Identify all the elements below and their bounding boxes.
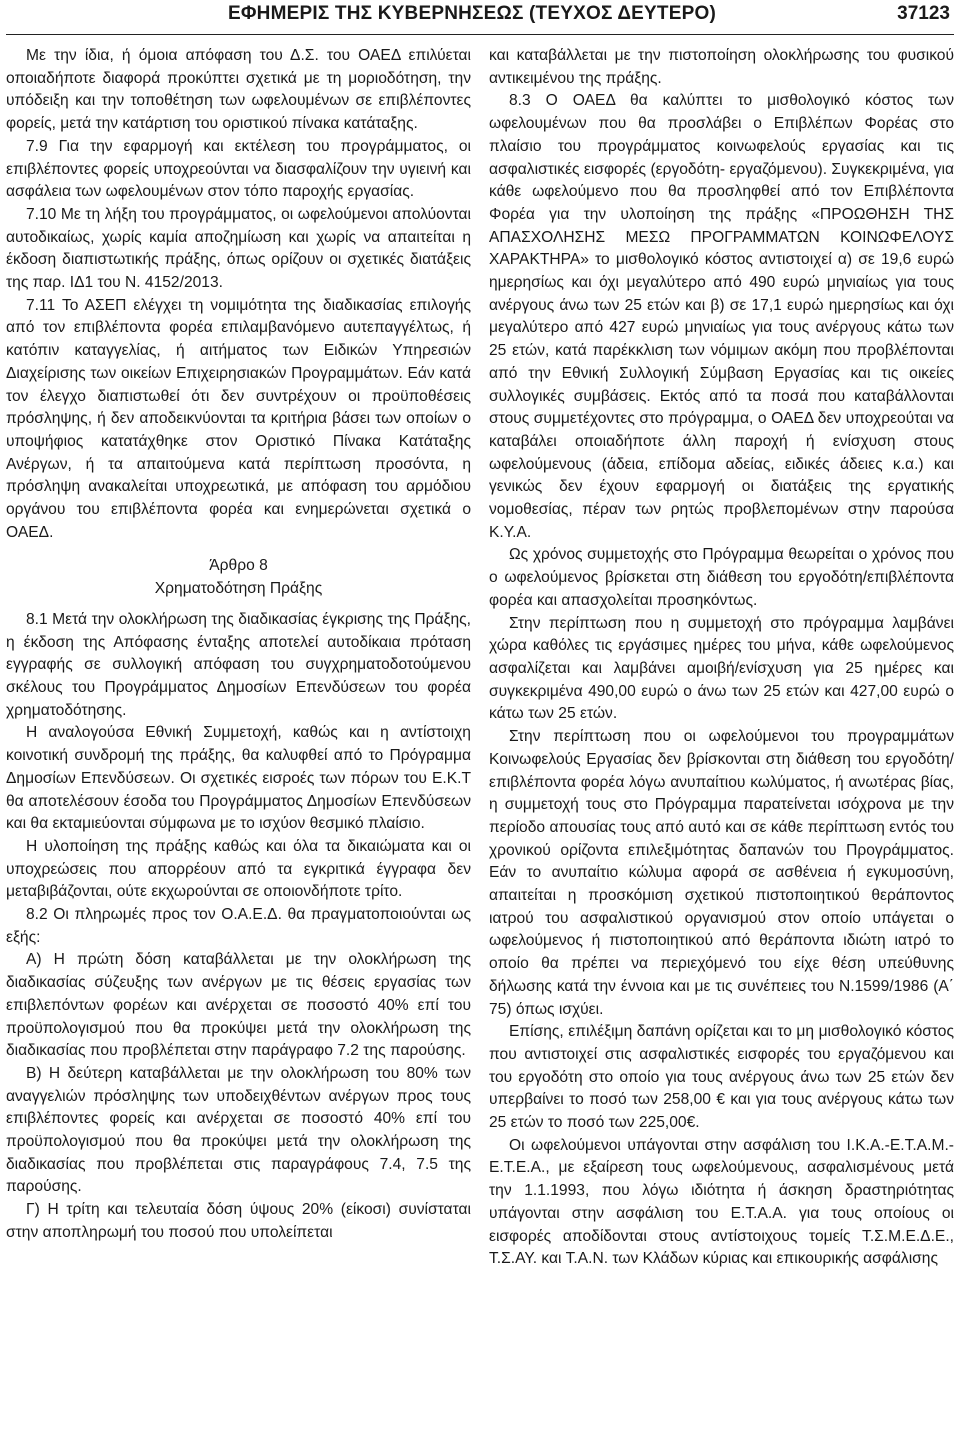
paragraph: 7.10 Με τη λήξη του προγράμματος, οι ωφελούμενοι απολύονται αυτοδικαίως, χωρίς καμία αποζημίωση και χωρίς να απαιτείται η έκδοση διαπιστωτικής πράξης, όπως ορίζουν οι σχετικές διατάξεις της παρ. ΙΔ1 του Ν. 4152/2013.: [6, 205, 471, 292]
paragraph: Οι ωφελούμενοι υπάγονται στην ασφάλιση του Ι.Κ.Α.-Ε.Τ.Α.Μ.- Ε.Τ.Ε.Α., με εξαίρεση τους ωφελούμενους, ασφαλισμένους μετά την 1.1.1993, που λόγω ιδιότητα ή άσκηση δραστηριότητας υπάγονται στην ασφάλιση του Ε.Τ.Α.Α. για τους οποίους οι εισφορές αποδίδονται στους αντίστοιχους τομείς Τ.Σ.Μ.Ε.Δ.Ε., Τ.Σ.ΑΥ. και Τ.Α.Ν. των Κλάδων κύριας και επικουρικής ασφάλισης: [489, 1136, 954, 1268]
paragraph: Α) Η πρώτη δόση καταβάλλεται με την ολοκλήρωση της διαδικασίας σύζευξης των ανέργων με τις θέσεις εργασίας των επιβλεπόντων φορέων και ανέρχεται σε ποσοστό 40% επί του προϋπολογισμού που θα προκύψει μετά την ολοκλήρωση της διαδικασίας που προβλέπεται στην παράγραφο 7.2 της παρούσης.: [6, 951, 471, 1060]
paragraph: Η υλοποίηση της πράξης καθώς και όλα τα δικαιώματα και οι υποχρεώσεις που απορρέουν από τα εγκριτικά έγγραφα δεν μεταβιβάζονται, ούτε εκχωρούνται σε οποιονδήποτε τρίτο.: [6, 837, 471, 901]
paragraph: Επίσης, επιλέξιμη δαπάνη ορίζεται και το μη μισθολογικό κόστος που αντιστοιχεί στις ασφαλιστικές εισφορές του εργαζόμενου και του εργοδότη στο οποίο για τους ανέργους άνω των 25 ετών δεν υπερβαίνει το ποσό των 258,00 € και για τους ανέργους κάτω των 25 ετών το ποσό των 225,00€.: [489, 1023, 954, 1132]
page-header: [6, 0, 954, 35]
paragraph: 7.11 Το ΑΣΕΠ ελέγχει τη νομιμότητα της διαδικασίας επιλογής από τον επιβλέποντα φορέα επιλαμβανόμενο αυτεπαγγέλτως, ή κατόπιν καταγγελίας, ή αιτήματος των Ειδικών Υπηρεσιών Διαχείρισης των οικείων Επιχειρησιακών Προγραμμάτων. Εάν κατά τον έλεγχο διαπιστωθεί ότι δεν συντρέχουν οι προϋποθέσεις πρόσληψης, ή δεν αποδεικνύονται τα κριτήρια βάσει των οποίων ο υποψήφιος κατατάχθηκε στον Οριστικό Πίνακα Κατάταξης Ανέργων, ή τα απαιτούμενα κατά περίπτωση προσόντα, η πρόσληψη ανακαλείται υποχρεωτικά, με απόφαση του αρμόδιου οργάνου του επιβλέποντα φορέα και ενημερώνεται σχετικά ο ΟΑΕΔ.: [6, 296, 471, 541]
article-subtitle: Χρηματοδότηση Πράξης: [154, 580, 323, 598]
right-column: [489, 45, 954, 1271]
paragraph: Στην περίπτωση που οι ωφελούμενοι του προγραμμάτων Κοινωφελούς Εργασίας δεν βρίσκονται στη διάθεση του εργοδότη/επιβλέποντα φορέα λόγω ανυπαίτιου κωλύματος, ή ανωτέρας βίας, η συμμετοχή τους στο Πρόγραμμα παρατείνεται ισόχρονα με την περίοδο απουσίας τους από αυτό και σε κάθε περίπτωση εντός του χρονικού ορίζοντα επιλεξιμότητας δαπανών του Προγράμματος. Εάν το ανυπαίτιο κώλυμα αφορά σε ασθένεια ή εγκυμοσύνη, απαιτείται η προσκόμιση σχετικού πιστοποιητικού θεράποντος ιατρού του ασφαλιστικού οργανισμού στον οποίο υπάγεται ο ωφελούμενος ή πιστοποιητικού από θεράποντα ιδιώτη ιατρό το οποίο θα πρέπει να περιεχόμενό του είχε θέση υπεύθυνης δήλωσης κατά την έννοια και με τις συνέπειες του Ν.1599/1986 (Α΄ 75) όπως ισχύει.: [489, 728, 954, 1018]
paragraph: Με την ίδια, ή όμοια απόφαση του Δ.Σ. του ΟΑΕΔ επιλύεται οποιαδήποτε διαφορά προκύπτει σχετικά με τη μοριοδότηση, την υπόδειξη και την τοποθέτηση των ωφελουμένων σε επιβλέποντες φορείς, μετά την κατάρτιση του οριστικού πίνακα κατάταξης.: [6, 47, 471, 133]
paragraph: Η αναλογούσα Εθνική Συμμετοχή, καθώς και η αντίστοιχη κοινοτική συνδρομή της πράξης, θα καλυφθεί από το Πρόγραμμα Δημοσίων Επενδύσεων. Οι σχετικές εισροές των πόρων του Ε.Κ.Τ θα αποτελέσουν έσοδα του Προγράμματος Δημοσίων Επενδύσεων και θα εκταμιεύονται σύμφωνα με το ισχύον θεσμικό πλαίσιο.: [6, 724, 471, 833]
paragraph: 8.2 Οι πληρωμές προς τον Ο.Α.Ε.Δ. θα πραγματοποιούνται ως εξής:: [6, 906, 471, 946]
paragraph: Β) Η δεύτερη καταβάλλεται με την ολοκλήρωση του 80% των αναγγελιών πρόσληψης των υποδειχθέντων ανέργων προς τους επιβλέποντες φορείς και ανέρχεται σε ποσοστό 40% επί του προϋπολογισμού που θα προκύψει μετά την ολοκλήρωση της διαδικασίας που προβλέπεται στις παραγράφους 7.4, 7.5 της παρούσης.: [6, 1064, 471, 1196]
paragraph: Ως χρόνος συμμετοχής στο Πρόγραμμα θεωρείται ο χρόνος που ο ωφελούμενος βρίσκεται στη διάθεση του εργοδότη/επιβλέποντα φορέα και απασχολείται προσηκόντως.: [489, 546, 954, 609]
paragraph: 7.9 Για την εφαρμογή και εκτέλεση του προγράμματος, οι επιβλέποντες φορείς υποχρεούνται να διασφαλίζουν την υγιεινή και ασφάλεια των ωφελουμένων στον τόπο παροχής εργασίας.: [6, 137, 471, 201]
gazette-title: ΕΦΗΜΕΡΙΣ ΤΗΣ ΚΥΒΕΡΝΗΣΕΩΣ (ΤΕΥΧΟΣ ΔΕΥΤΕΡΟ): [228, 3, 716, 24]
paragraph: Γ) Η τρίτη και τελευταία δόση ύψους 20% (είκοσι) συνίσταται στην αποπληρωμή του ποσού που υπολείπεται: [6, 1201, 471, 1241]
page-number: 37123: [897, 3, 950, 24]
paragraph: και καταβάλλεται με την πιστοποίηση ολοκλήρωσης του φυσικού αντικειμένου της πράξης.: [489, 47, 954, 87]
paragraph: 8.3 Ο ΟΑΕΔ θα καλύπτει το μισθολογικό κόστος των ωφελουμένων που θα προσλάβει ο Επιβλέπων Φορέας στο πλαίσιο του προγράμματος κοινωφελούς εργασίας και τις ασφαλιστικές εισφορές (εργοδότη- εργαζόμενου). Συγκεκριμένα, για κάθε ωφελούμενο που θα προσληφθεί από τον Επιβλέποντα Φορέα για την υλοποίηση της πράξης «ΠΡΟΩΘΗΣΗ ΤΗΣ ΑΠΑΣΧΟΛΗΣΗΣ ΜΕΣΩ ΠΡΟΓΡΑΜΜΑΤΩΝ ΚΟΙΝΩΦΕΛΟΥΣ ΧΑΡΑΚΤΗΡΑ» το μισθολογικό κόστος αντιστοιχεί α) σε 19,6 ευρώ ημερησίως και όχι μεγαλύτερο από 490 ευρώ μηνιαίως για τους ανέργους άνω των 25 ετών και β) σε 17,1 ευρώ ημερησίως και όχι μεγαλύτερο από 427 ευρώ μηνιαίως για τους ανέργους κάτω των 25 ετών, κατά παρέκκλιση των νόμιμων ακόμη που προβλέπονται από την Εθνική Συλλογική Σύμβαση Εργασίας και τις οικείες συλλογικές συμβάσεις. Εκτός από τα ποσά που καταβάλλονται στους συμμετέχοντες στο πρόγραμμα, ο ΟΑΕΔ δεν υποχρεούται να καταβάλει οποιαδήποτε άλλη παροχή ή ενίσχυση στους ωφελούμενους (άδεια, επίδομα αδείας, ειδικές άδειες κ.α.) και γενικώς δεν έχουν εφαρμογή οι διατάξεις της εργατικής νομοθεσίας, πέραν των ρητώς προβλεπομένων στην παρούσα Κ.Υ.Α.: [489, 92, 954, 541]
paragraph: Στην περίπτωση που η συμμετοχή στο πρόγραμμα λαμβάνει χώρα καθόλες τις εργάσιμες ημέρες του μήνα, κάθε ωφελούμενος ασφαλίζεται και λαμβάνει αμοιβή/ενίσχυση για 25 ημέρες και συγκεκριμένα 490,00 ευρώ ο άνω των 25 ετών και 427,00 ευρώ ο κάτω των 25 ετών.: [489, 614, 954, 723]
article-title: Άρθρο 8: [209, 557, 268, 575]
paragraph: 8.1 Μετά την ολοκλήρωση της διαδικασίας έγκρισης της Πράξης, η έκδοση της Απόφασης ένταξης αποτελεί αυτοδίκαια πρόταση εγγραφής σε συλλογική απόφαση του συγχρηματοδοτούμενου σκέλους του Προγράμματος Δημοσίων Επενδύσεων του φορέα χρηματοδότησης.: [6, 610, 471, 719]
left-column: [6, 45, 471, 1271]
text-columns: [6, 45, 954, 1271]
